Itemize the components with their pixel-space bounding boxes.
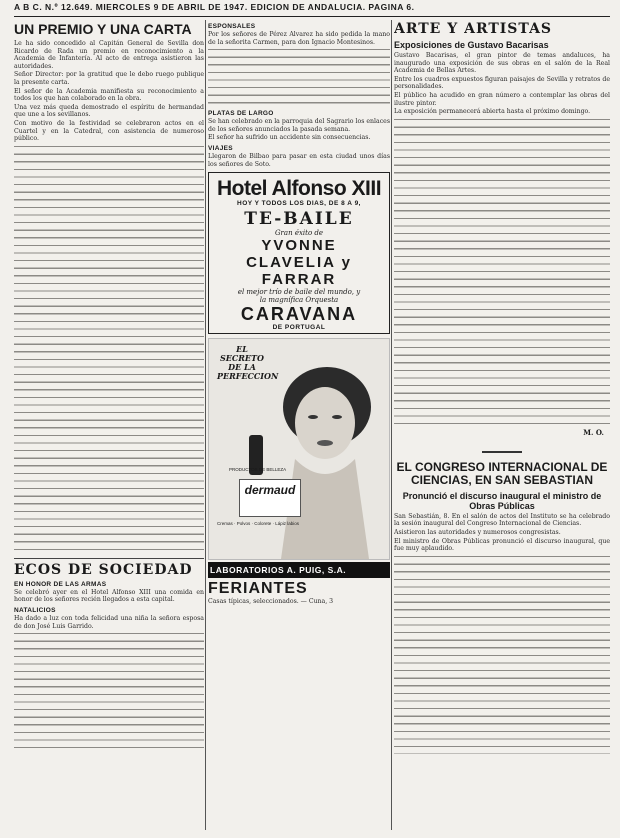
ad-text: Gran éxito de [274,229,324,238]
ad-text: HOY Y TODOS LOS DIAS, DE 8 A 9, [237,200,361,208]
ad-text: DE PORTUGAL [272,324,326,332]
column-right [394,20,610,830]
brand-logo: dermaud [239,479,301,517]
article-paragraph: Señor Director: por la gratitud que le debo ruego publique la presente carta. [14,71,204,86]
section-title: ARTE Y ARTISTAS [394,21,553,37]
subheading: ESPONSALES [208,23,256,30]
ad-slogan: EL SECRETO DE LA PERFECCION [217,344,279,382]
ad-text: Casas típicas, seleccionados. — Cuna, 3 [208,598,334,606]
column-rule [205,20,206,830]
article-paragraph: El señor de la Academia manifiesta su reconocimiento a todos los que han colaborado en la obra. [14,87,204,103]
article-paragraph: Llegaron de Bilbao para pasar en esta ciudad unos días los señores de Soto. [208,152,390,168]
subheading: NATALICIOS [14,606,56,614]
filler-text [14,144,204,554]
ad-text: el mejor trío de baile del mundo, y [237,288,361,297]
article-paragraph: Se celebró ayer en el Hotel Alfonso XIII una comida en honor de los señores recién llegados a esta capital. [14,588,204,604]
ad-performer: YVONNE [261,237,337,255]
article-paragraph: La exposición permanecerá abierta hasta el próximo domingo. [394,108,591,116]
subheading: VIAJES [208,144,233,152]
ornament-icon [482,449,522,455]
ad-laboratory-banner: LABORATORIOS A. PUIG, S.A. [208,562,390,578]
article-paragraph: El público ha acudido en gran número a contemplar las obras del ilustre pintor. [394,91,610,107]
article-paragraph: Asistieron las autoridades y numerosos congresistas. [394,528,561,536]
article-paragraph: Por los señores de Pérez Alvarez ha sido pedida la mano de la señorita Carmen, para don Ignacio Montesinos. [208,31,390,46]
article-title: UN PREMIO Y UNA CARTA [14,21,192,37]
subheading: PLATAS DE LARGO [208,110,274,118]
article-paragraph: Entre los cuadros expuestos figuran paisajes de Sevilla y retratos de personalidades. [394,75,610,91]
ad-text: PRODUCTOS DE BELLEZA [229,467,287,473]
column-rule [391,20,392,830]
article-title: Exposiciones de Gustavo Bacarisas [394,40,549,50]
filler-text [394,117,610,427]
article-paragraph: Ha dado a luz con toda felicidad una niña la señora esposa de don José Luis Garrido. [14,614,204,630]
article-paragraph: El ministro de Obras Públicas pronunció el discurso inaugural, que fue muy aplaudido. [394,537,610,553]
article-paragraph: Una vez más queda demostrado el espíritu de hermandad que une a los sevillanos. [14,103,204,119]
ad-headline: FERIANTES [208,580,308,598]
article-subtitle: Pronunció el discurso inaugural el ministro de Obras Públicas [402,490,602,511]
ad-text: la magnífica Orquesta [259,296,339,305]
article-paragraph: Gustavo Bacarisas, el gran pintor de temas andaluces, ha inaugurado una exposición de sus obras en el salón de la Real Academia de Bellas Artes. [394,52,610,75]
article-paragraph: Con motivo de la festividad se celebraron actos en el Cuartel y en la Catedral, con asistencia de numeroso público. [14,119,204,143]
ad-performer: CLAVELIA y [246,254,352,272]
article-paragraph: San Sebastián, 8. En el salón de actos del Instituto se ha celebrado la sesión inaugural del Congreso Internacional de Ciencias. [394,512,610,528]
article-paragraph: Le ha sido concedido al Capitán General de Sevilla don Ricardo de Rada un premio en reconocimiento a la Academia de Infantería. Al acto de entrega asistieron las autoridades. [14,40,204,70]
ad-product-list: Cremas · Polvos · Colorete · Lápiz labios [217,521,300,527]
ad-orchestra: CARAVANA [240,304,358,325]
filler-text [208,47,390,107]
ad-performer: FARRAR [261,271,337,289]
cosmetics-advertisement [208,338,390,560]
ad-headline: TE-BAILE [244,209,354,230]
section-title: ECOS DE SOCIEDAD [14,561,193,578]
filler-text [14,631,204,751]
subheading: EN HONOR DE LAS ARMAS [14,580,107,588]
hotel-advertisement [208,172,390,334]
article-paragraph: Se han celebrado en la parroquia del Sagrario los enlaces de los señores anunciados la pasada semana. [208,118,390,133]
article-paragraph: El señor ha sufrido un accidente sin consecuencias. [208,134,371,142]
column-left [14,20,204,830]
filler-text [394,554,610,754]
ornament-divider [394,440,610,459]
divider [14,558,204,559]
page-header: A B C. N.º 12.649. MIERCOLES 9 DE ABRIL DE 1947. EDICION DE ANDALUCIA. PAGINA 6. [14,2,610,17]
column-middle [208,20,390,830]
ad-hotel-name: Hotel Alfonso XIII [216,177,382,201]
article-title: EL CONGRESO INTERNACIONAL DE CIENCIAS, EN SAN SEBASTIAN [396,459,608,488]
author-signature: M. O. [583,427,604,437]
